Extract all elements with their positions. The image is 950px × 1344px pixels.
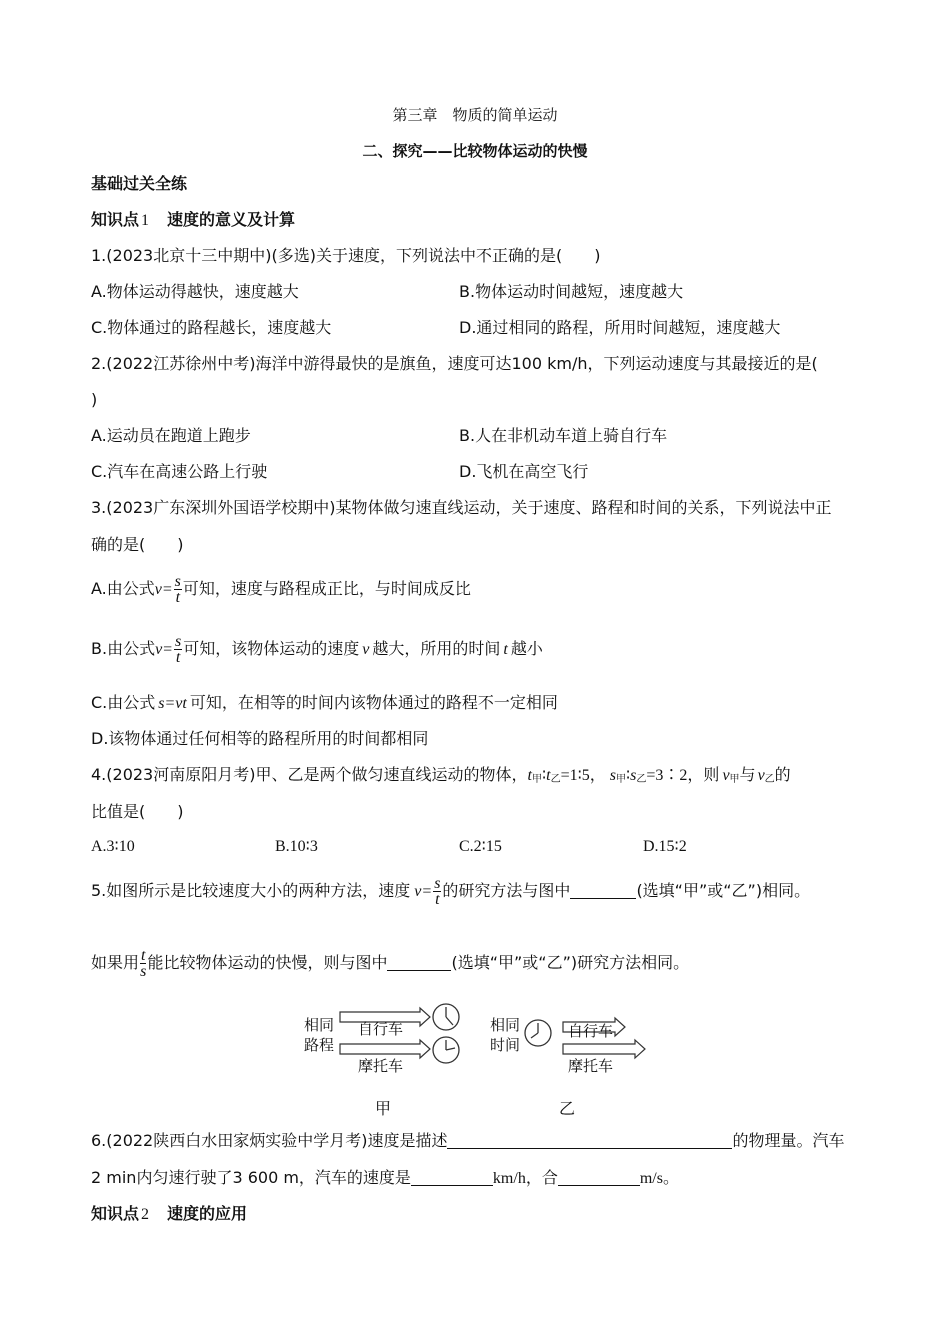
jia-clock-1-icon xyxy=(433,1004,459,1030)
question-6-line-1: 6.(2022陕西白水田家炳实验中学月考)速度是描述 的物理量。汽车 xyxy=(91,1131,845,1150)
question-2-option-c: C.汽车在高速公路上行驶 xyxy=(91,462,268,481)
question-3-option-c: C.由公式 s=vt 可知，在相等的时间内该物体通过的路程不一定相同 xyxy=(91,693,558,712)
section-title: 二、探究——比较物体运动的快慢 xyxy=(362,142,588,160)
yi-label-same: 相同 xyxy=(490,1016,521,1034)
yi-bike-label: 自行车 xyxy=(568,1022,614,1040)
question-3-stem: 3.(2023广东深圳外国语学校期中)某物体做匀速直线运动，关于速度、路程和时间的关系，下列说法中正 xyxy=(91,498,832,517)
jia-clock-2-icon xyxy=(433,1037,459,1063)
question-4-option-d: D.15∶2 xyxy=(643,838,687,855)
question-4-stem-end: 比值是( ) xyxy=(91,802,184,821)
question-4-stem: 4.(2023河南原阳月考)甲、乙是两个做匀速直线运动的物体，$t_甲∶t_乙=1∶5$， $s_甲∶s_乙=3∶2$，则 $v_甲$与 $v_乙$的 xyxy=(91,765,791,785)
yi-moto-label: 摩托车 xyxy=(568,1057,614,1075)
question-1-option-a: A.物体运动得越快，速度越大 xyxy=(91,282,299,301)
question-5-line-1: 5.如图所示是比较速度大小的两种方法，速度 v= $\frac{s}{t}$ 的研究方法与图中 (选填“甲”或“乙”)相同。 xyxy=(91,875,811,908)
question-3-stem-end: 确的是( ) xyxy=(91,535,184,554)
answer-blank xyxy=(411,1169,493,1186)
question-6-line-2: 2 min内匀速行驶了3 600 m，汽车的速度是 km/h，合 m/s。 xyxy=(91,1168,679,1187)
question-1-stem: 1.(2023北京十三中期中)(多选)关于速度，下列说法中不正确的是( ) xyxy=(91,246,601,265)
caption-jia: 甲 xyxy=(375,1099,392,1118)
fraction-s-over-t: $\frac{s}{t}$ xyxy=(174,573,181,606)
knowledge-point-1: 知识点 1 速度的意义及计算 xyxy=(91,210,296,229)
yi-label-time: 时间 xyxy=(490,1036,521,1054)
fraction-s-over-t: $\frac{s}{t}$ xyxy=(174,633,182,666)
fraction-s-over-t: $\frac{s}{t}$ xyxy=(434,875,441,908)
caption-yi: 乙 xyxy=(559,1099,576,1118)
question-4-option-a: A.3∶10 xyxy=(91,838,135,855)
answer-blank xyxy=(447,1132,732,1149)
question-2-option-a: A.运动员在跑道上跑步 xyxy=(91,426,251,445)
question-2-stem: 2.(2022江苏徐州中考)海洋中游得最快的是旗鱼，速度可达100 km/h，下列运动速度与其最接近的是( xyxy=(91,354,818,373)
knowledge-point-2: 知识点 2 速度的应用 xyxy=(91,1204,248,1223)
jia-label-same: 相同 xyxy=(304,1016,335,1034)
question-4-option-b: B.10∶3 xyxy=(275,838,318,855)
speed-comparison-figure xyxy=(300,1000,660,1120)
question-2-option-b: B.人在非机动车道上骑自行车 xyxy=(459,426,668,445)
question-2-option-d: D.飞机在高空飞行 xyxy=(459,462,589,481)
answer-blank xyxy=(570,882,636,899)
question-3-option-b: B.由公式v= $\frac{s}{t}$ 可知，该物体运动的速度 v 越大，所用的时间 t 越小 xyxy=(91,633,543,666)
practice-heading: 基础过关全练 xyxy=(91,174,188,193)
jia-moto-label: 摩托车 xyxy=(358,1057,404,1075)
figure-drawing xyxy=(300,1000,660,1090)
jia-label-distance: 路程 xyxy=(304,1036,335,1054)
question-4-option-c: C.2∶15 xyxy=(459,838,502,855)
jia-bike-label: 自行车 xyxy=(358,1020,404,1038)
question-1-option-c: C.物体通过的路程越长，速度越大 xyxy=(91,318,332,337)
yi-clock-icon xyxy=(525,1020,551,1046)
question-1-option-b: B.物体运动时间越短，速度越大 xyxy=(459,282,684,301)
question-5-line-2: 如果用 $\frac{t}{s}$ 能比较物体运动的快慢，则与图中 (选填“甲”或“乙”)研究方法相同。 xyxy=(91,947,690,980)
chapter-title: 第三章 物质的简单运动 xyxy=(392,106,558,124)
question-3-option-a: A.由公式v= $\frac{s}{t}$ 可知，速度与路程成正比，与时间成反比 xyxy=(91,573,471,606)
question-3-option-d: D.该物体通过任何相等的路程所用的时间都相同 xyxy=(91,729,429,748)
answer-blank xyxy=(387,954,451,971)
question-2-stem-end: ) xyxy=(91,390,98,409)
answer-blank xyxy=(558,1169,640,1186)
fraction-t-over-s: $\frac{t}{s}$ xyxy=(140,947,147,980)
question-1-option-d: D.通过相同的路程，所用时间越短，速度越大 xyxy=(459,318,781,337)
